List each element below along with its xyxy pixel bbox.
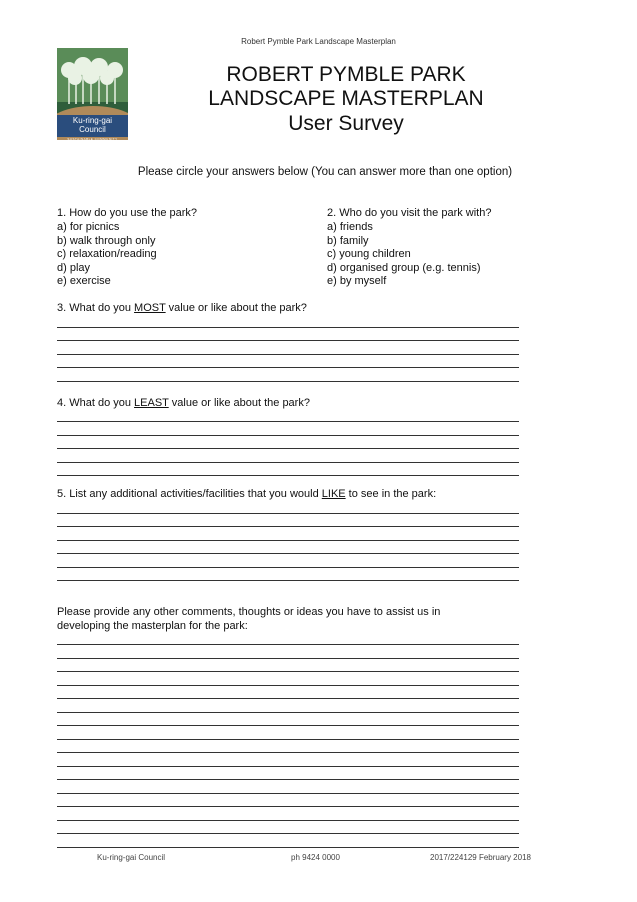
answer-line[interactable] [57,793,519,794]
q2-option-d[interactable]: d) organised group (e.g. tennis) [327,261,481,274]
q2-option-c[interactable]: c) young children [327,248,411,261]
answer-line[interactable] [57,381,519,382]
answer-line[interactable] [57,644,519,645]
answer-line[interactable] [57,806,519,807]
answer-line[interactable] [57,354,519,355]
q4-emphasis: LEAST [134,397,169,409]
instructions: Please circle your answers below (You can answer more than one option) [137,166,513,178]
answer-line[interactable] [57,448,519,449]
running-header: Robert Pymble Park Landscape Masterplan [241,37,396,46]
answer-line[interactable] [57,553,519,554]
q1-option-c[interactable]: c) relaxation/reading [57,248,157,261]
q3-pre: 3. What do you [57,302,135,314]
footer-reference: 2017/224129 February 2018 [430,853,531,862]
answer-line[interactable] [57,779,519,780]
answer-line[interactable] [57,671,519,672]
answer-line[interactable] [57,739,519,740]
answer-line[interactable] [57,580,519,581]
q4-pre: 4. What do you [57,397,135,409]
logo-tagline: SUSTAINABLE COMMUNITY [67,137,118,140]
answer-line[interactable] [57,698,519,699]
title-line2: LANDSCAPE MASTERPLAN [208,87,484,110]
answer-line[interactable] [57,752,519,753]
title-line3: User Survey [288,112,404,135]
answer-line[interactable] [57,462,519,463]
answer-line[interactable] [57,421,519,422]
answer-line[interactable] [57,526,519,527]
comments-prompt-line1: Please provide any other comments, thoughts or ideas you have to assist us in [57,606,441,618]
answer-line[interactable] [57,847,519,848]
answer-line[interactable] [57,725,519,726]
question-1-label: 1. How do you use the park? [57,207,198,219]
q5-emphasis: LIKE [321,488,346,500]
comments-prompt-line2: developing the masterplan for the park: [57,619,248,632]
question-3-label [57,302,307,314]
q2-option-b[interactable]: b) family [327,234,369,247]
q1-option-a[interactable]: a) for picnics [57,221,120,233]
q3-emphasis: MOST [134,302,166,314]
question-1-options [57,221,157,289]
answer-line[interactable] [57,513,519,514]
logo-name-line1: Ku-ring-gai [72,116,113,125]
question-2-label: 2. Who do you visit the park with? [327,207,492,219]
q1-option-e[interactable]: e) exercise [57,275,111,288]
question-4-label [57,397,310,409]
tree-icon [57,52,128,112]
answer-line[interactable] [57,712,519,713]
answer-line[interactable] [57,658,519,659]
answer-line[interactable] [57,540,519,541]
question-2-options [327,221,480,289]
answer-line[interactable] [57,820,519,821]
q5-pre: 5. List any additional activities/facilities that you would [57,488,322,500]
answer-line[interactable] [57,567,519,568]
title-line1: ROBERT PYMBLE PARK [226,63,466,86]
answer-line[interactable] [57,367,519,368]
q3-post: value or like about the park? [165,302,307,314]
answer-line[interactable] [57,340,519,341]
q4-post: value or like about the park? [168,397,310,409]
comments-prompt [57,606,440,633]
q5-post: to see in the park: [345,488,437,500]
answer-line[interactable] [57,833,519,834]
answer-line[interactable] [57,435,519,436]
footer-phone: ph 9424 0000 [291,853,340,862]
answer-line[interactable] [57,475,519,476]
council-logo [57,48,128,140]
logo-name-line2: Council [79,125,106,134]
answer-line[interactable] [57,327,519,328]
footer-council: Ku-ring-gai Council [97,853,166,862]
q1-option-b[interactable]: b) walk through only [57,234,156,247]
question-5-label [57,488,436,500]
q1-option-d[interactable]: d) play [57,261,91,274]
q2-option-a[interactable]: a) friends [327,221,373,233]
logo-name [57,116,128,134]
q2-option-e[interactable]: e) by myself [327,275,387,288]
answer-line[interactable] [57,685,519,686]
answer-line[interactable] [57,766,519,767]
